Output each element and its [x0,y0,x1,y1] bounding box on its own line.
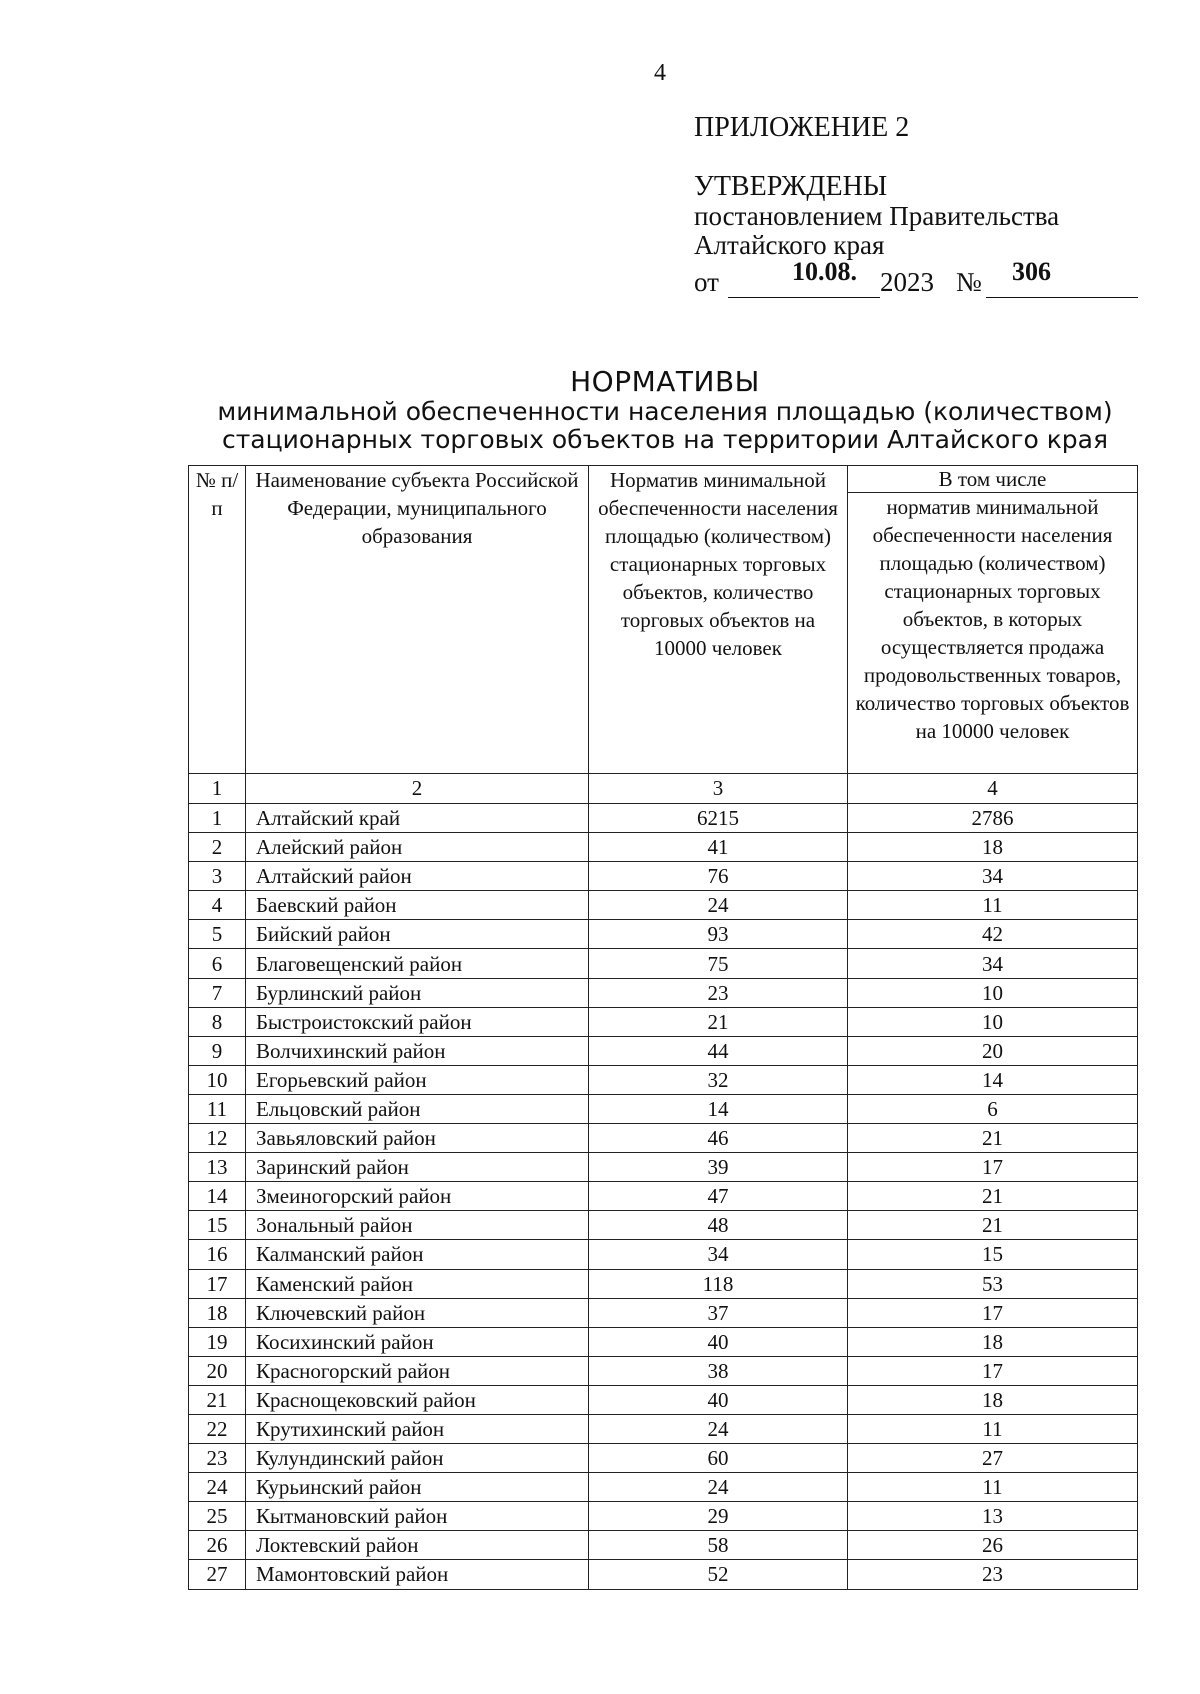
row-number: 16 [189,1240,246,1269]
row-number: 18 [189,1298,246,1327]
row-number: 27 [189,1560,246,1589]
food-norm-value: 27 [848,1444,1138,1473]
food-norm-value: 11 [848,1414,1138,1443]
approval-date-line [694,259,1059,299]
food-norm-value: 10 [848,1007,1138,1036]
table-row [189,1153,1138,1182]
table-row [189,804,1138,833]
table-row [189,1473,1138,1502]
food-norm-value: 20 [848,1036,1138,1065]
norm-value: 52 [589,1560,848,1589]
table-row [189,920,1138,949]
norm-value: 24 [589,1473,848,1502]
row-number: 7 [189,978,246,1007]
header-including: В том числе [848,466,1138,493]
food-norm-value: 21 [848,1211,1138,1240]
food-norm-value: 6 [848,1094,1138,1123]
row-number: 9 [189,1036,246,1065]
row-number: 3 [189,862,246,891]
table-row [189,1385,1138,1414]
approval-date: 10.08. [792,257,857,286]
norms-table [188,465,1138,1590]
table-row [189,833,1138,862]
norm-value: 75 [589,949,848,978]
municipality-name: Кулундинский район [246,1444,589,1473]
food-norm-value: 18 [848,833,1138,862]
municipality-name: Егорьевский район [246,1065,589,1094]
food-norm-value: 21 [848,1182,1138,1211]
municipality-name: Каменский район [246,1269,589,1298]
food-norm-value: 21 [848,1124,1138,1153]
municipality-name: Красногорский район [246,1356,589,1385]
row-number: 20 [189,1356,246,1385]
food-norm-value: 17 [848,1298,1138,1327]
row-number: 11 [189,1094,246,1123]
municipality-name: Ельцовский район [246,1094,589,1123]
approved-label: УТВЕРЖДЕНЫ [694,171,888,202]
food-norm-value: 53 [848,1269,1138,1298]
table-row [189,1356,1138,1385]
column-number: 2 [246,774,589,804]
municipality-name: Благовещенский район [246,949,589,978]
row-number: 10 [189,1065,246,1094]
table-row [189,1211,1138,1240]
norm-value: 93 [589,920,848,949]
row-number: 21 [189,1385,246,1414]
table-row [189,1531,1138,1560]
approval-number: 306 [1012,257,1051,286]
norm-value: 23 [589,978,848,1007]
municipality-name: Баевский район [246,891,589,920]
food-norm-value: 18 [848,1385,1138,1414]
table-row [189,1240,1138,1269]
food-norm-value: 34 [848,949,1138,978]
row-number: 2 [189,833,246,862]
food-norm-value: 10 [848,978,1138,1007]
row-number: 14 [189,1182,246,1211]
table-row [189,1007,1138,1036]
food-norm-value: 13 [848,1502,1138,1531]
header-norm: Норматив минимальной обеспеченности населения площадью (количеством) стационарных торговых объектов, количество торговых объектов на 10000 человек [589,466,848,774]
table-row [189,891,1138,920]
norm-value: 118 [589,1269,848,1298]
municipality-name: Заринский район [246,1153,589,1182]
food-norm-value: 11 [848,891,1138,920]
municipality-name: Бурлинский район [246,978,589,1007]
table-row [189,1124,1138,1153]
table-row [189,1327,1138,1356]
approval-line-1: постановлением Правительства [694,201,1060,231]
column-number: 3 [589,774,848,804]
table-row [189,1094,1138,1123]
municipality-name: Зональный район [246,1211,589,1240]
table-row [189,1560,1138,1589]
document-subtitle-2: стационарных торговых объектов на территории Алтайского края [221,425,1109,454]
municipality-name: Калманский район [246,1240,589,1269]
municipality-name: Мамонтовский район [246,1560,589,1589]
table-row [189,1182,1138,1211]
food-norm-value: 42 [848,920,1138,949]
row-number: 4 [189,891,246,920]
norm-value: 44 [589,1036,848,1065]
table-row [189,862,1138,891]
norm-value: 41 [589,833,848,862]
approval-year: 2023 [880,267,934,297]
norm-value: 14 [589,1094,848,1123]
food-norm-value: 23 [848,1560,1138,1589]
document-subtitle-1: минимальной обеспеченности населения площадью (количеством) [217,397,1113,426]
appendix-label: ПРИЛОЖЕНИЕ 2 [694,112,910,143]
norm-value: 47 [589,1182,848,1211]
municipality-name: Курьинский район [246,1473,589,1502]
header-food-norm: норматив минимальной обеспеченности населения площадью (количеством) стационарных торговых объектов, в которых осуществляется продажа продовольственных товаров, количество торговых объектов на 10000 человек [848,493,1138,774]
row-number: 5 [189,920,246,949]
food-norm-value: 11 [848,1473,1138,1502]
norm-value: 29 [589,1502,848,1531]
norm-value: 48 [589,1211,848,1240]
header-num: № п/п [189,466,246,774]
norm-value: 24 [589,891,848,920]
norm-value: 39 [589,1153,848,1182]
norm-value: 46 [589,1124,848,1153]
norm-value: 6215 [589,804,848,833]
norm-value: 24 [589,1414,848,1443]
municipality-name: Крутихинский район [246,1414,589,1443]
municipality-name: Краснощековский район [246,1385,589,1414]
table-row [189,1269,1138,1298]
municipality-name: Алейский район [246,833,589,862]
municipality-name: Локтевский район [246,1531,589,1560]
municipality-name: Змеиногорский район [246,1182,589,1211]
municipality-name: Ключевский район [246,1298,589,1327]
food-norm-value: 17 [848,1356,1138,1385]
date-underline [728,297,880,298]
table-row [189,1414,1138,1443]
table-row [189,949,1138,978]
row-number: 26 [189,1531,246,1560]
number-sign: № [956,267,982,297]
column-number: 1 [189,774,246,804]
row-number: 1 [189,804,246,833]
row-number: 19 [189,1327,246,1356]
municipality-name: Быстроистокский район [246,1007,589,1036]
row-number: 12 [189,1124,246,1153]
table-body [189,804,1138,1590]
from-label: от [694,267,719,297]
table-row [189,1298,1138,1327]
municipality-name: Кытмановский район [246,1502,589,1531]
row-number: 24 [189,1473,246,1502]
table-row [189,1502,1138,1531]
food-norm-value: 34 [848,862,1138,891]
food-norm-value: 18 [848,1327,1138,1356]
norm-value: 21 [589,1007,848,1036]
norm-value: 32 [589,1065,848,1094]
column-numbers-row [189,774,1138,804]
norm-value: 38 [589,1356,848,1385]
food-norm-value: 17 [848,1153,1138,1182]
food-norm-value: 2786 [848,804,1138,833]
row-number: 8 [189,1007,246,1036]
title-block [0,365,1200,454]
document-title: НОРМАТИВЫ [570,365,760,398]
number-underline [986,297,1138,298]
norm-value: 34 [589,1240,848,1269]
approval-line-2: Алтайского края [694,230,885,260]
food-norm-value: 26 [848,1531,1138,1560]
norm-value: 58 [589,1531,848,1560]
page-number: 4 [654,60,666,86]
table-row [189,1065,1138,1094]
norm-value: 76 [589,862,848,891]
table-row [189,1444,1138,1473]
row-number: 25 [189,1502,246,1531]
norm-value: 37 [589,1298,848,1327]
approval-block [694,108,1059,299]
row-number: 13 [189,1153,246,1182]
row-number: 6 [189,949,246,978]
municipality-name: Завьяловский район [246,1124,589,1153]
norm-value: 40 [589,1385,848,1414]
municipality-name: Алтайский край [246,804,589,833]
norm-value: 60 [589,1444,848,1473]
table-row [189,978,1138,1007]
municipality-name: Алтайский район [246,862,589,891]
norm-value: 40 [589,1327,848,1356]
municipality-name: Волчихинский район [246,1036,589,1065]
row-number: 23 [189,1444,246,1473]
food-norm-value: 15 [848,1240,1138,1269]
header-name: Наименование субъекта Российской Федерации, муниципального образования [246,466,589,774]
table-row [189,1036,1138,1065]
row-number: 15 [189,1211,246,1240]
municipality-name: Косихинский район [246,1327,589,1356]
food-norm-value: 14 [848,1065,1138,1094]
column-number: 4 [848,774,1138,804]
row-number: 17 [189,1269,246,1298]
municipality-name: Бийский район [246,920,589,949]
row-number: 22 [189,1414,246,1443]
